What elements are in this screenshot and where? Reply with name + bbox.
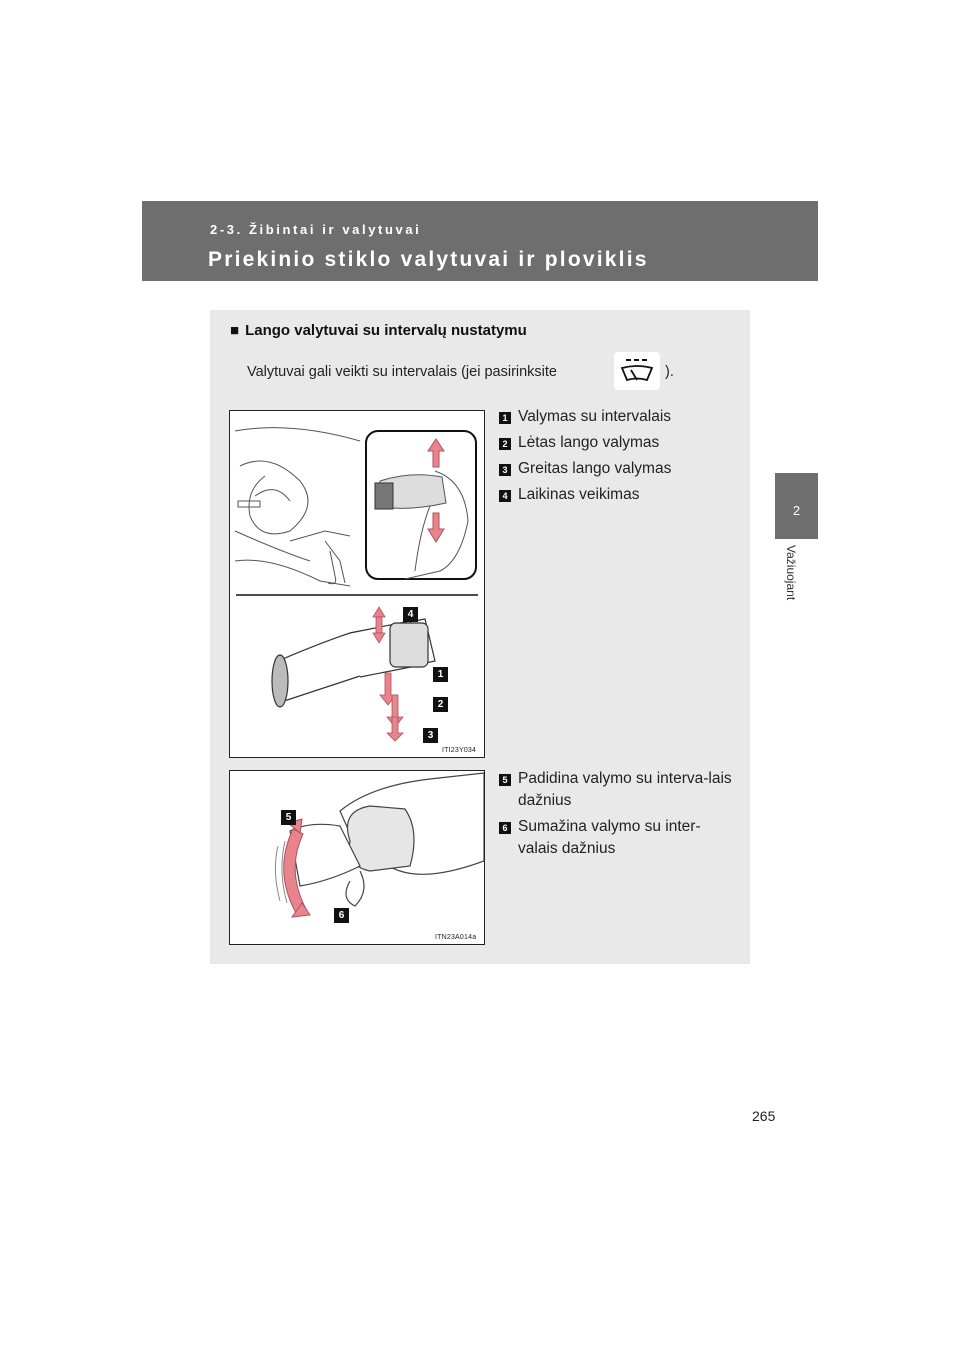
- interval-adjust-list: [499, 768, 739, 864]
- list-number: 4: [499, 490, 511, 502]
- figure-wiper-lever: [229, 410, 485, 758]
- page-number: 265: [752, 1108, 776, 1124]
- list-text: Sumažina valymo su inter-valais dažnius: [518, 818, 701, 857]
- chapter-number: 2: [792, 503, 801, 518]
- list-number: 5: [499, 774, 511, 786]
- intermittent-wiper-icon: [614, 352, 660, 390]
- list-item: [499, 406, 739, 428]
- heading-bullet: ■: [230, 322, 240, 339]
- list-text: Laikinas veikimas: [518, 486, 640, 503]
- list-item: [499, 816, 739, 860]
- section-title: 2-3. Žibintai ir valytuvai: [210, 222, 422, 237]
- wiper-mode-list: [499, 406, 739, 510]
- content-box: [210, 310, 750, 964]
- list-text: Greitas lango valymas: [518, 460, 672, 477]
- intro-end: ).: [665, 364, 674, 380]
- chapter-label: Važiuojant: [784, 545, 798, 601]
- list-number: 6: [499, 822, 511, 834]
- chapter-header: [142, 201, 818, 281]
- heading-text: Lango valytuvai su intervalų nustatymu: [245, 322, 527, 339]
- callout-2: 2: [433, 697, 448, 712]
- subsection-heading: [230, 322, 527, 339]
- list-number: 1: [499, 412, 511, 424]
- figure2-code: ITN23A014a: [435, 934, 477, 941]
- callout-4: 4: [403, 607, 418, 622]
- callout-5: 5: [281, 810, 296, 825]
- list-number: 3: [499, 464, 511, 476]
- figure-wiper-dial: [229, 770, 485, 945]
- list-text: Lėtas lango valymas: [518, 434, 660, 451]
- chapter-tab: [775, 473, 818, 539]
- figure1-code: ITI23Y034: [442, 747, 477, 754]
- list-number: 2: [499, 438, 511, 450]
- callout-1: 1: [433, 667, 448, 682]
- figure2-drawing: [230, 771, 484, 944]
- callout-6: 6: [334, 908, 349, 923]
- list-item: [499, 768, 739, 812]
- page-title: Priekinio stiklo valytuvai ir ploviklis: [208, 248, 649, 271]
- list-item: [499, 432, 739, 454]
- list-text: Valymas su intervalais: [518, 408, 672, 425]
- list-item: [499, 458, 739, 480]
- list-text: Padidina valymo su interva-lais dažnius: [518, 770, 732, 809]
- intro-text: Valytuvai gali veikti su intervalais (jei pasirinksite: [247, 364, 557, 380]
- list-item: [499, 484, 739, 506]
- callout-3: 3: [423, 728, 438, 743]
